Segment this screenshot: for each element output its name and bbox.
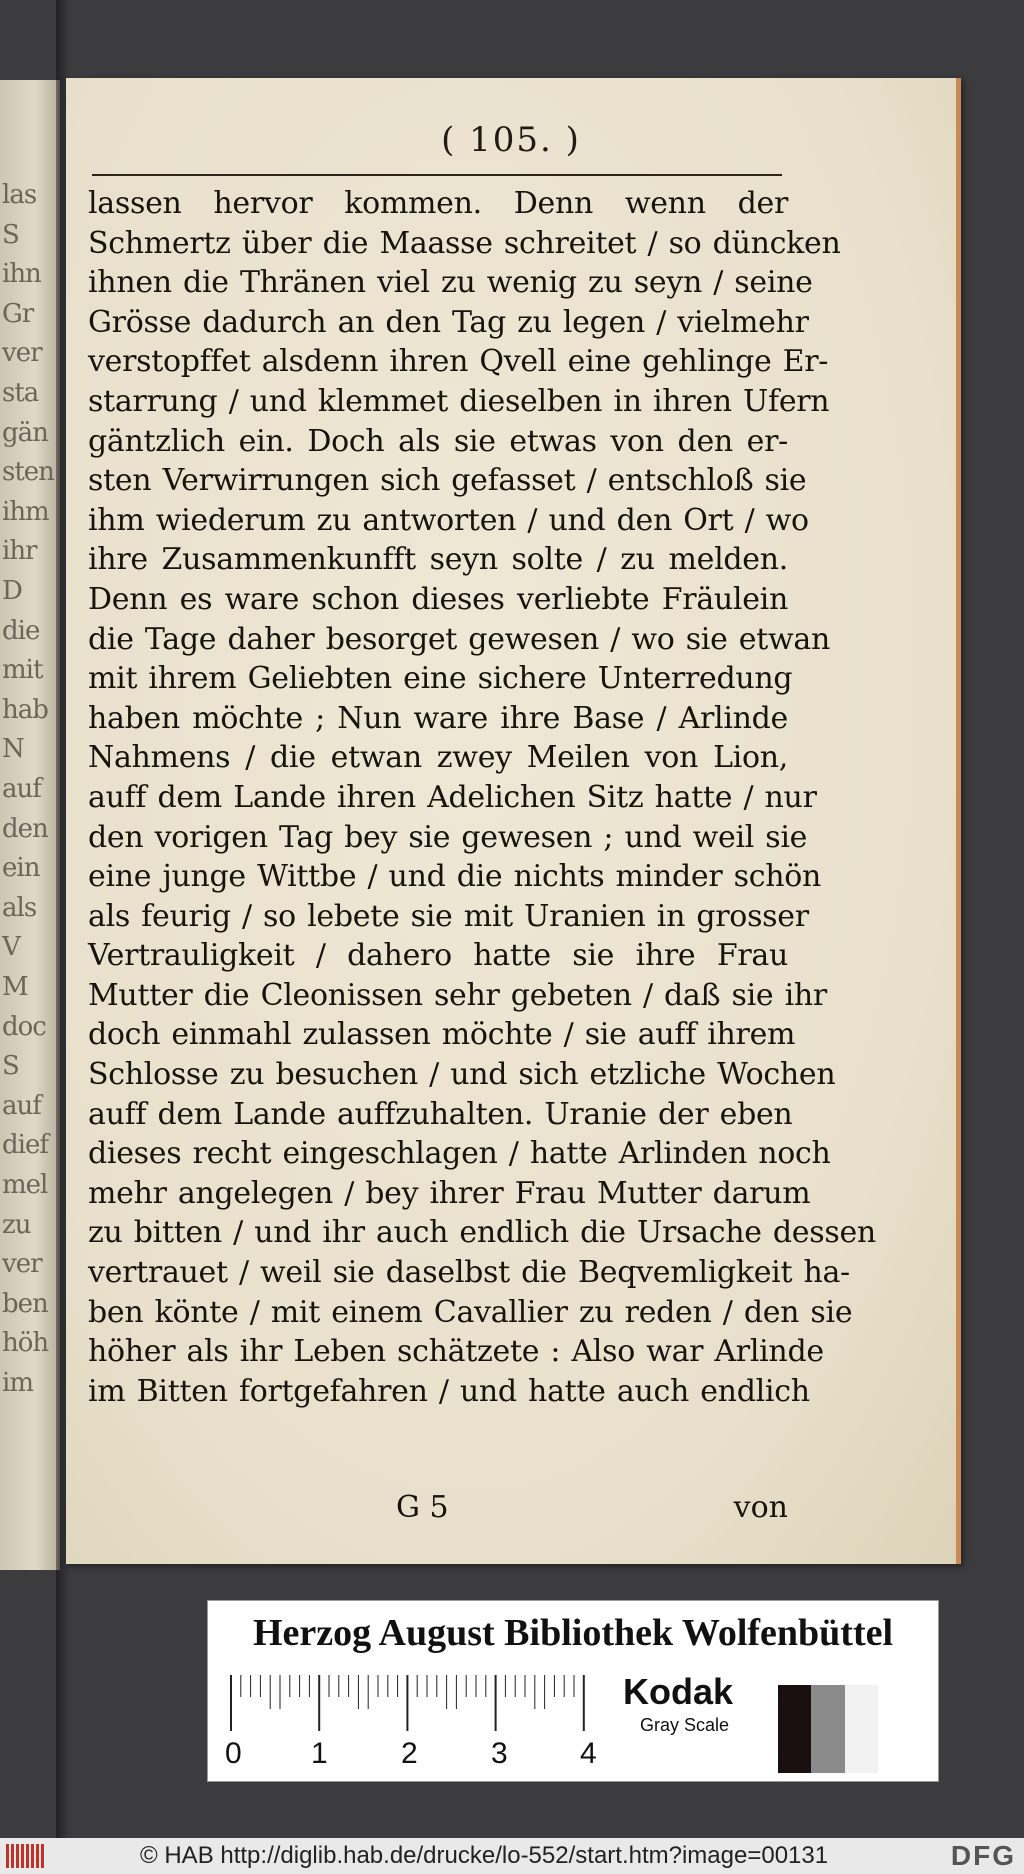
gray-patches (778, 1685, 878, 1773)
prev-page-fragment: N (2, 734, 24, 765)
scale-number: 1 (311, 1737, 328, 1770)
footer-bar (0, 1838, 1024, 1874)
prev-page-fragment: zu (2, 1209, 31, 1240)
text-line: starrung / und klemmet dieselben in ihren Ufern (88, 383, 830, 419)
text-line: Grösse dadurch an den Tag zu legen / vielmehr (88, 304, 809, 340)
header-rule (92, 174, 782, 176)
text-line: verstopffet alsdenn ihren Qvell eine gehlinge Er- (88, 344, 829, 380)
book-page (66, 78, 961, 1564)
prev-page-fragment: höh (2, 1328, 49, 1359)
prev-page-fragment: ein (2, 853, 40, 884)
text-line: doch einmahl zulassen möchte / sie auff ihrem (88, 1017, 796, 1053)
prev-page-fragment: die (2, 615, 40, 646)
text-line: Denn es ware schon dieses verliebte Fräulein (88, 581, 788, 617)
prev-page-fragment: ihn (2, 259, 41, 290)
prev-page-fragment: S (2, 1051, 19, 1082)
prev-page-fragment: auf (2, 1090, 41, 1121)
prev-page-fragment: ver (2, 1249, 42, 1280)
catchword: von (733, 1490, 788, 1525)
scale-number: 4 (580, 1737, 597, 1770)
scale-number: 2 (401, 1737, 418, 1770)
scale-number: 3 (491, 1737, 508, 1770)
text-line: ihre Zusammenkunfft seyn solte / zu melden. (88, 542, 788, 578)
prev-page-fragment: D (2, 576, 22, 606)
prev-page-fragment: als (2, 892, 37, 923)
text-line: zu bitten / und ihr auch endlich die Ursache dessen (88, 1215, 876, 1251)
prev-page-fragment: M (2, 972, 28, 1002)
library-name: Herzog August Bibliothek Wolfenbüttel (252, 1612, 894, 1654)
text-line: auff dem Lande ihren Adelichen Sitz hatte / nur (88, 779, 817, 815)
kodak-subtitle: Gray Scale (640, 1715, 730, 1735)
prev-page-fragment: las (2, 180, 37, 210)
gray-patch (811, 1685, 844, 1773)
hab-logo-icon (6, 1844, 46, 1868)
prev-page-fragment: ben (2, 1288, 48, 1319)
text-line: mehr angelegen / bey ihrer Frau Mutter darum (88, 1175, 811, 1211)
prev-page-fragment: doc (2, 1011, 46, 1042)
scale-number: 0 (225, 1737, 242, 1770)
copyright-link[interactable]: © HAB http://diglib.hab.de/drucke/lo-552/start.htm?image=00131 (140, 1842, 829, 1869)
kodak-logo: Kodak (623, 1671, 734, 1712)
ruler-scale (228, 1673, 598, 1733)
text-line: die Tage daher besorget gewesen / wo sie etwan (88, 621, 830, 657)
prev-page-fragment: gän (2, 417, 48, 448)
text-line: auff dem Lande auffzuhalten. Uranie der eben (88, 1096, 793, 1132)
text-block (88, 184, 876, 1411)
text-line: lassen hervor kommen. Denn wenn der (88, 186, 788, 221)
page-number: ( 105. ) (441, 120, 581, 160)
text-line: haben möchte ; Nun ware ihre Base / Arlinde (88, 700, 788, 736)
text-line: als feurig / so lebete sie mit Uranien in grosser (88, 898, 809, 934)
text-line: gäntzlich ein. Doch als sie etwas von den er- (88, 423, 788, 459)
color-scale-card (207, 1600, 939, 1782)
prev-page-fragment: ihm (2, 496, 49, 527)
prev-page-fragment: S (2, 219, 19, 250)
gray-patch (845, 1685, 878, 1773)
text-line: im Bitten fortgefahren / und hatte auch endlich (88, 1373, 810, 1409)
prev-page-fragment: sta (2, 378, 39, 408)
prev-page-fragment: hab (2, 694, 48, 725)
prev-page-fragment: sten (2, 457, 54, 488)
text-line: ben könte / mit einem Cavallier zu reden / den sie (88, 1294, 853, 1330)
text-line: Mutter die Cleonissen sehr gebeten / daß sie ihr (88, 977, 827, 1013)
text-line: mit ihrem Geliebten eine sichere Unterredung (88, 661, 793, 697)
prev-page-fragment: mel (2, 1170, 48, 1200)
prev-page-fragment: auf (2, 774, 41, 804)
text-line: vertrauet / weil sie daselbst die Beqvemligkeit ha- (88, 1255, 850, 1291)
prev-page-fragment: ihr (2, 536, 37, 567)
prev-page-fragment: den (2, 813, 48, 844)
text-line: sten Verwirrungen sich gefasset / entschloß sie (88, 463, 807, 499)
text-line: höher als ihr Leben schätzete : Also war Arlinde (88, 1334, 824, 1370)
dfg-logo: DFG (950, 1840, 1016, 1871)
previous-page-edge (0, 80, 60, 1570)
prev-page-fragment: im (2, 1368, 33, 1398)
text-line: ihnen die Thränen viel zu wenig zu seyn / seine (88, 265, 813, 301)
text-line: ihm wiederum zu antworten / und den Ort / wo (88, 502, 809, 538)
text-line: Schlosse zu besuchen / und sich etzliche Wochen (88, 1057, 836, 1093)
text-line: Schmertz über die Maasse schreitet / so düncken (88, 225, 841, 261)
prev-page-fragment: Gr (2, 298, 34, 329)
text-line: Nahmens / die etwan zwey Meilen von Lion, (88, 740, 788, 776)
prev-page-fragment: V (2, 932, 20, 963)
signature-mark: G 5 (396, 1490, 449, 1525)
prev-page-fragment: ver (2, 338, 42, 369)
text-line: den vorigen Tag bey sie gewesen ; und weil sie (88, 819, 808, 855)
text-line: Vertrauligkeit / dahero hatte sie ihre Frau (88, 938, 788, 974)
prev-page-fragment: mit (2, 655, 43, 686)
gray-patch (778, 1685, 811, 1773)
text-line: eine junge Wittbe / und die nichts minder schön (88, 859, 822, 895)
text-line: dieses recht eingeschlagen / hatte Arlinden noch (88, 1136, 831, 1172)
prev-page-fragment: dief (2, 1130, 48, 1161)
page-footer (88, 1490, 788, 1530)
